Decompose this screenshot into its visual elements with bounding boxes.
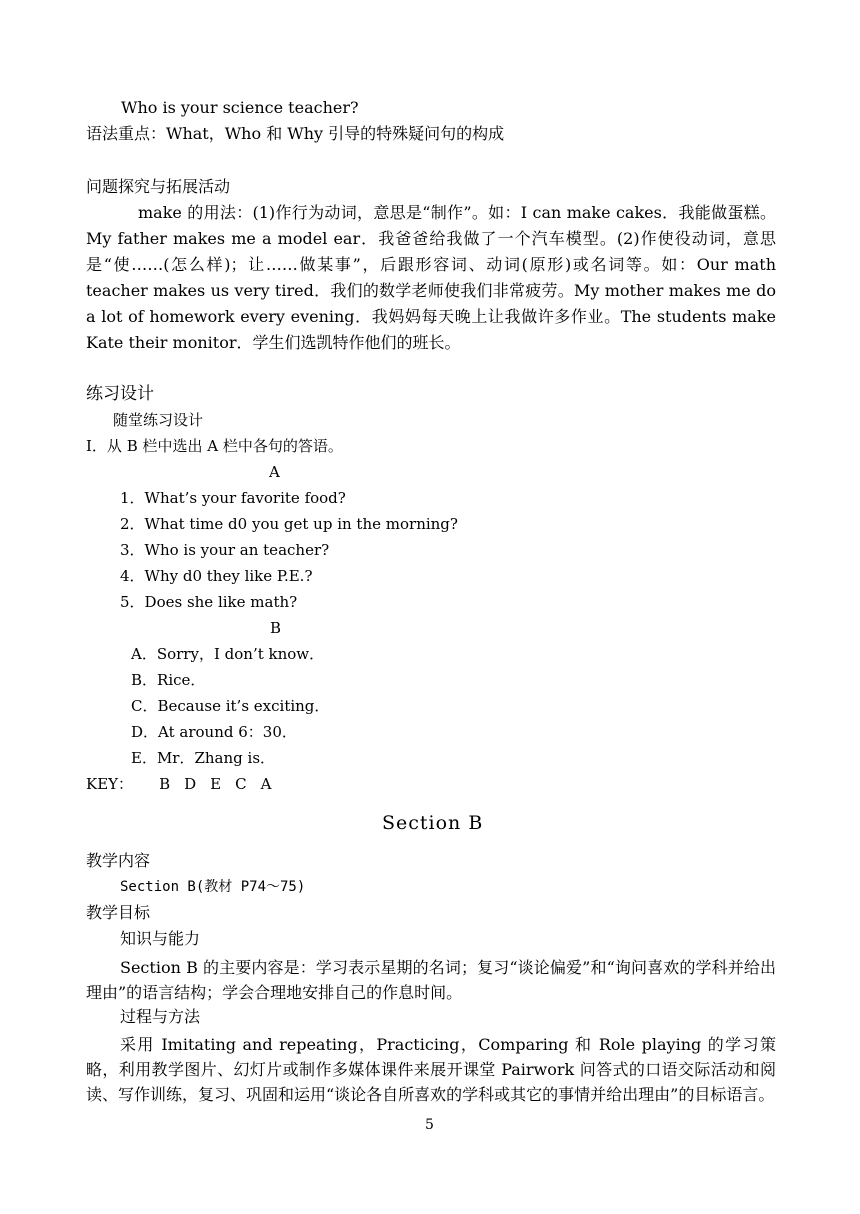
key-answer: A xyxy=(260,775,272,793)
column-a-label: A xyxy=(269,463,280,481)
key-label: KEY： xyxy=(86,775,134,793)
practice-instruction: Ⅰ．从 B 栏中选出 A 栏中各句的答语。 xyxy=(86,437,343,455)
answer-item: A．Sorry，I don’t know． xyxy=(131,645,325,663)
column-b-label: B xyxy=(270,619,282,637)
question-item: 2．What time d0 you get up in the morning? xyxy=(120,515,458,533)
question-item: 3．Who is your an teacher? xyxy=(120,541,330,559)
process-heading: 过程与方法 xyxy=(120,1007,201,1026)
answer-item: D．At around 6：30． xyxy=(131,723,297,741)
question-item: 1．What’s your favorite food? xyxy=(120,489,346,507)
explore-paragraph xyxy=(86,200,776,356)
content-text: Section B(教材 P74～75) xyxy=(120,879,306,895)
key-answer: E xyxy=(210,775,222,793)
question-line: Who is your science teacher? xyxy=(121,98,359,117)
answer-item: C．Because it’s exciting． xyxy=(131,697,330,715)
content-heading: 教学内容 xyxy=(86,851,151,870)
process-paragraph xyxy=(86,1032,776,1107)
question-item: 4．Why d0 they like P.E.? xyxy=(120,567,313,585)
knowledge-text: Section B 的主要内容是：学习表示星期的名词；复习“谈论偏爱”和“询问喜欢的学科并给出理由”的语言结构；学会合理地安排自己的作息时间。 xyxy=(86,958,776,1002)
goal-heading: 教学目标 xyxy=(86,903,151,922)
key-answer: B xyxy=(159,775,171,793)
practice-heading: 练习设计 xyxy=(86,384,154,404)
question-item: 5．Does she like math? xyxy=(120,593,298,611)
page-number: 5 xyxy=(425,1117,434,1133)
knowledge-heading: 知识与能力 xyxy=(120,929,201,948)
explore-heading: 问题探究与拓展活动 xyxy=(86,177,231,196)
answer-item: B．Rice． xyxy=(131,671,206,689)
knowledge-paragraph xyxy=(86,955,776,1005)
key-answer: D xyxy=(184,775,197,793)
explore-text: make 的用法：(1)作行为动词，意思是“制作”。如：I can make cakes．我能做蛋糕。My father makes me a model ear．我爸爸给我做了一个汽车模型。(2)作使役动词，意思是“使……(怎么样)；让……做某事”，后跟形容词、动词(原形)或名词等。如：Our math teacher makes us very tired．我们的数学老师使我们非常疲劳。My mother makes me do a lot of homework every evening．我妈妈每天晚上让我做许多作业。The students make Kate their monitor．学生们选凯特作他们的班长。 xyxy=(86,203,776,352)
answer-key xyxy=(86,773,285,795)
section-title: Section B xyxy=(382,812,484,834)
process-text: 采用 Imitating and repeating，Practicing，Comparing 和 Role playing 的学习策略，利用教学图片、幻灯片或制作多媒体课件来展开课堂 Pairwork 问答式的口语交际活动和阅读、写作训练，复习、巩固和运用“谈论各自所喜欢的学科或其它的事情并给出理由”的目标语言。 xyxy=(86,1035,776,1104)
grammar-focus: 语法重点：What，Who 和 Why 引导的特殊疑问句的构成 xyxy=(86,124,505,143)
key-answer: C xyxy=(235,775,247,793)
answer-item: E．Mr．Zhang is． xyxy=(131,749,276,767)
practice-subheading: 随堂练习设计 xyxy=(113,411,204,429)
